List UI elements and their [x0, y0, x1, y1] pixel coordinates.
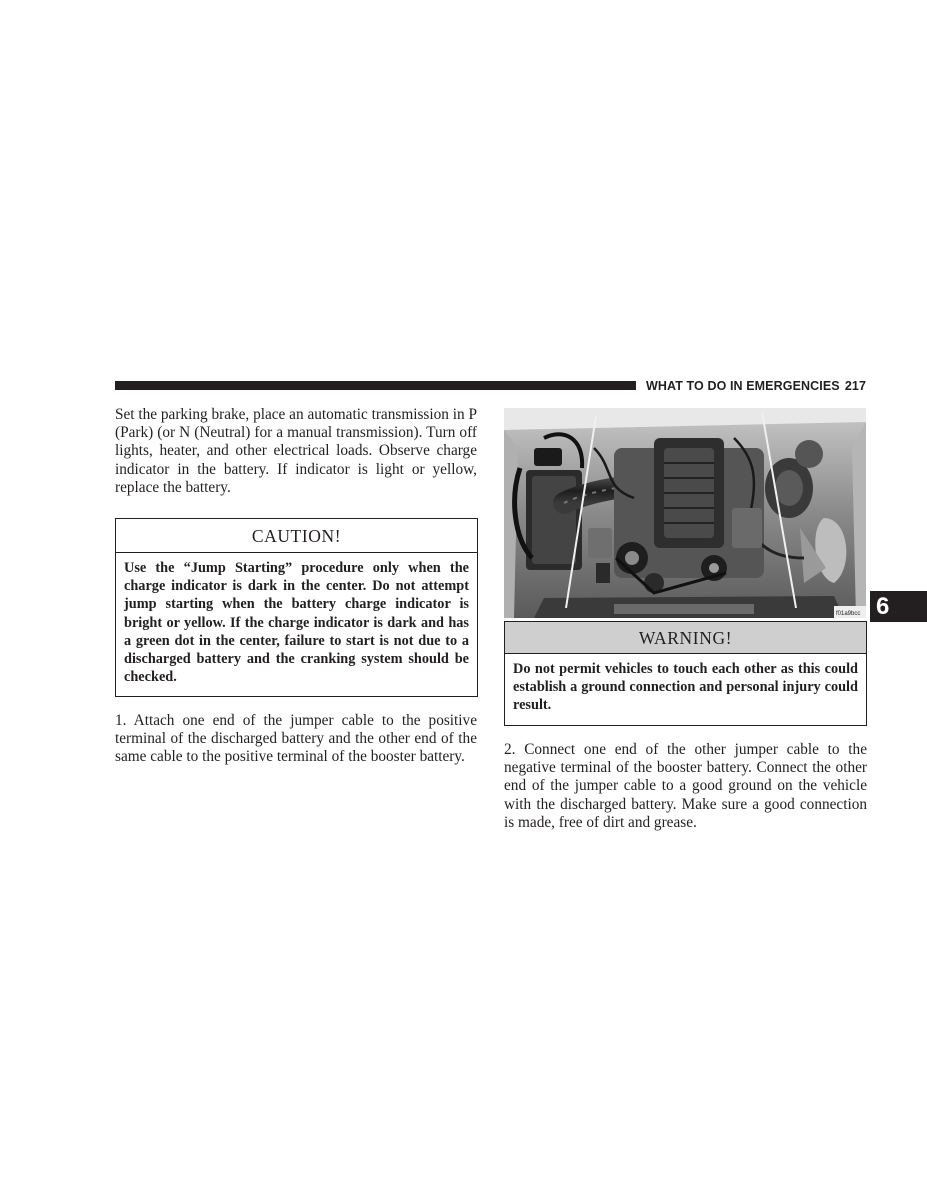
warning-box	[504, 621, 867, 726]
header-rule	[115, 381, 636, 390]
intro-paragraph: Set the parking brake, place an automatic transmission in P (Park) (or N (Neutral) for a manual transmission). Turn off lights, heater, and other electrical loads. Observe charge indicator in the battery. If indicator is light or yellow, replace the battery.	[115, 406, 477, 496]
caution-title: CAUTION!	[116, 519, 477, 553]
caution-box	[115, 518, 478, 697]
photo-caption-code: f01a9bcc	[836, 611, 861, 617]
step-1-paragraph: 1. Attach one end of the jumper cable to the positive terminal of the discharged battery and the other end of the same cable to the positive terminal of the booster battery.	[115, 712, 477, 766]
caution-body: Use the “Jump Starting” procedure only when the charge indicator is dark in the center. Do not attempt jump starting when the battery charge indicator is bright or yellow. If the charge indicator is dark and has a green dot in the center, failure to start is not due to a discharged battery and the cranking system should be checked.	[124, 560, 469, 686]
step-2-paragraph: 2. Connect one end of the other jumper cable to the negative terminal of the booster battery. Connect the other end of the jumper cable to a good ground on the vehicle with the discharged battery. Make sure a good connection is made, free of dirt and grease.	[504, 741, 867, 831]
section-title: WHAT TO DO IN EMERGENCIES	[646, 379, 840, 393]
section-tab: 6	[870, 591, 927, 622]
running-head	[646, 378, 868, 394]
warning-body: Do not permit vehicles to touch each other as this could establish a ground connection and personal injury could result.	[513, 661, 858, 714]
engine-compartment-photo	[504, 408, 866, 618]
warning-title: WARNING!	[505, 622, 866, 654]
page-number: 217	[844, 379, 866, 393]
